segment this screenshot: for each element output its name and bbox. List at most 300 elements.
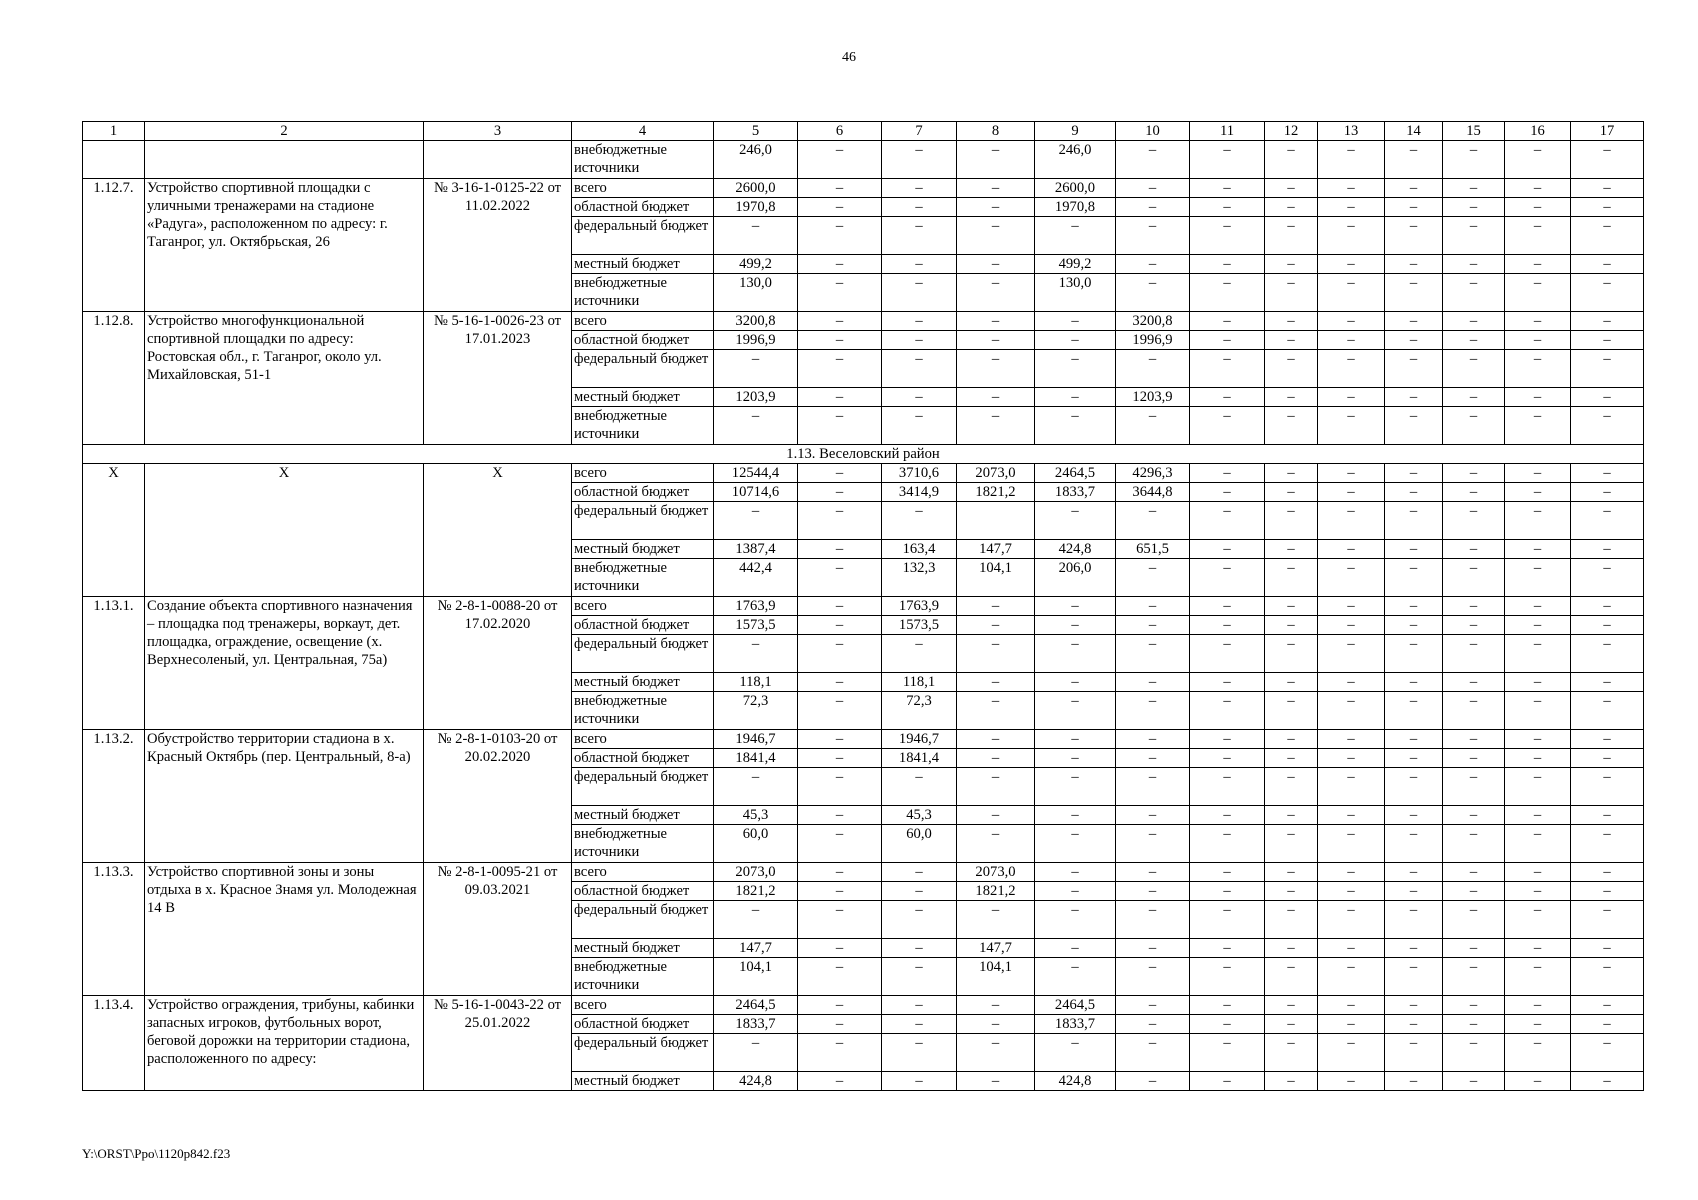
value-cell: – xyxy=(1443,483,1505,502)
funding-source-label: всего xyxy=(572,464,714,483)
funding-source-label: всего xyxy=(572,312,714,331)
value-cell: – xyxy=(957,179,1035,198)
value-cell: – xyxy=(1505,217,1571,255)
value-cell: – xyxy=(1318,255,1385,274)
value-cell: – xyxy=(957,1034,1035,1072)
value-cell: – xyxy=(798,692,882,730)
value-cell: 2600,0 xyxy=(1035,179,1116,198)
value-cell: – xyxy=(1116,407,1190,445)
value-cell: – xyxy=(1385,274,1443,312)
value-cell: – xyxy=(1443,407,1505,445)
value-cell: – xyxy=(1318,559,1385,597)
value-cell: – xyxy=(1443,958,1505,996)
value-cell: – xyxy=(1190,958,1265,996)
value-cell: – xyxy=(1318,274,1385,312)
value-cell: – xyxy=(1116,673,1190,692)
value-cell: – xyxy=(1265,806,1318,825)
value-cell: – xyxy=(1116,806,1190,825)
value-cell: – xyxy=(1505,749,1571,768)
value-cell: – xyxy=(957,901,1035,939)
value-cell: – xyxy=(1190,882,1265,901)
value-cell: – xyxy=(1116,559,1190,597)
value-cell: – xyxy=(1318,198,1385,217)
value-cell: – xyxy=(1385,350,1443,388)
value-cell: – xyxy=(1190,464,1265,483)
value-cell: – xyxy=(957,255,1035,274)
value-cell: – xyxy=(1571,768,1644,806)
value-cell: 12544,4 xyxy=(714,464,798,483)
value-cell: – xyxy=(1385,1034,1443,1072)
value-cell: – xyxy=(1443,730,1505,749)
funding-source-label: внебюджетные источники xyxy=(572,407,714,445)
value-cell: 45,3 xyxy=(714,806,798,825)
value-cell: – xyxy=(1571,388,1644,407)
value-cell: – xyxy=(1265,825,1318,863)
value-cell: – xyxy=(1571,198,1644,217)
value-cell: – xyxy=(1116,179,1190,198)
document-number: № 2-8-1-0103-20 от 20.02.2020 xyxy=(424,730,572,863)
value-cell: – xyxy=(957,1015,1035,1034)
value-cell: – xyxy=(1190,939,1265,958)
value-cell: – xyxy=(1035,635,1116,673)
value-cell: – xyxy=(1505,312,1571,331)
document-number: № 5-16-1-0026-23 от 17.01.2023 xyxy=(424,312,572,445)
value-cell: – xyxy=(798,540,882,559)
value-cell: – xyxy=(798,996,882,1015)
value-cell: – xyxy=(1318,312,1385,331)
value-cell: – xyxy=(1116,939,1190,958)
value-cell: – xyxy=(1318,616,1385,635)
value-cell: – xyxy=(1571,1015,1644,1034)
value-cell: – xyxy=(1571,673,1644,692)
value-cell: – xyxy=(882,768,957,806)
value-cell: – xyxy=(1385,863,1443,882)
value-cell: – xyxy=(1116,768,1190,806)
value-cell: – xyxy=(882,1072,957,1091)
column-header: 4 xyxy=(572,122,714,141)
value-cell: – xyxy=(1190,255,1265,274)
value-cell: – xyxy=(1190,331,1265,350)
value-cell: – xyxy=(1190,806,1265,825)
value-cell: – xyxy=(1505,863,1571,882)
value-cell: – xyxy=(1505,806,1571,825)
value-cell: – xyxy=(1190,768,1265,806)
value-cell: – xyxy=(1385,198,1443,217)
value-cell: – xyxy=(1035,1034,1116,1072)
value-cell: 130,0 xyxy=(714,274,798,312)
value-cell: – xyxy=(1190,502,1265,540)
column-header: 5 xyxy=(714,122,798,141)
value-cell: – xyxy=(798,350,882,388)
value-cell: – xyxy=(798,464,882,483)
value-cell: – xyxy=(1116,635,1190,673)
value-cell: – xyxy=(1190,597,1265,616)
value-cell: – xyxy=(1116,350,1190,388)
value-cell: 1821,2 xyxy=(957,483,1035,502)
value-cell: – xyxy=(957,217,1035,255)
value-cell: – xyxy=(882,958,957,996)
value-cell: – xyxy=(1190,198,1265,217)
value-cell: – xyxy=(1385,540,1443,559)
value-cell: – xyxy=(1116,901,1190,939)
column-header: 9 xyxy=(1035,122,1116,141)
value-cell: – xyxy=(1190,217,1265,255)
value-cell: – xyxy=(1190,863,1265,882)
value-cell: – xyxy=(1265,749,1318,768)
value-cell: – xyxy=(1190,559,1265,597)
value-cell: – xyxy=(1385,559,1443,597)
value-cell: 163,4 xyxy=(882,540,957,559)
value-cell: 1821,2 xyxy=(957,882,1035,901)
funding-source-label: внебюджетные источники xyxy=(572,958,714,996)
value-cell: – xyxy=(1571,540,1644,559)
value-cell: – xyxy=(1116,958,1190,996)
value-cell: – xyxy=(798,749,882,768)
value-cell: – xyxy=(1443,179,1505,198)
value-cell: – xyxy=(1035,882,1116,901)
value-cell: – xyxy=(957,996,1035,1015)
value-cell: – xyxy=(1190,388,1265,407)
value-cell: – xyxy=(1265,692,1318,730)
value-cell: 1946,7 xyxy=(714,730,798,749)
value-cell: – xyxy=(714,502,798,540)
value-cell: – xyxy=(882,255,957,274)
value-cell: – xyxy=(1571,350,1644,388)
value-cell: – xyxy=(1571,217,1644,255)
value-cell: – xyxy=(1505,1015,1571,1034)
value-cell: – xyxy=(1318,407,1385,445)
value-cell: – xyxy=(1443,502,1505,540)
item-number: X xyxy=(83,464,145,597)
value-cell: 2073,0 xyxy=(957,464,1035,483)
value-cell: – xyxy=(1385,996,1443,1015)
value-cell: – xyxy=(1571,1072,1644,1091)
value-cell: 72,3 xyxy=(714,692,798,730)
value-cell: 118,1 xyxy=(882,673,957,692)
table-body xyxy=(83,122,1644,1091)
value-cell: – xyxy=(1035,217,1116,255)
value-cell: – xyxy=(882,1015,957,1034)
value-cell: – xyxy=(957,274,1035,312)
funding-source-label: всего xyxy=(572,179,714,198)
value-cell: – xyxy=(1265,483,1318,502)
value-cell: – xyxy=(1035,331,1116,350)
value-cell: – xyxy=(1116,616,1190,635)
value-cell: – xyxy=(798,388,882,407)
value-cell: – xyxy=(1035,407,1116,445)
value-cell: – xyxy=(1265,502,1318,540)
value-cell: – xyxy=(1318,692,1385,730)
value-cell: – xyxy=(1571,502,1644,540)
value-cell: 442,4 xyxy=(714,559,798,597)
value-cell: – xyxy=(1190,179,1265,198)
value-cell: – xyxy=(798,1034,882,1072)
value-cell: – xyxy=(1443,597,1505,616)
column-header: 15 xyxy=(1443,122,1505,141)
value-cell: – xyxy=(798,635,882,673)
value-cell: – xyxy=(798,901,882,939)
value-cell: – xyxy=(1505,388,1571,407)
funding-source-label: областной бюджет xyxy=(572,483,714,502)
value-cell: 424,8 xyxy=(1035,1072,1116,1091)
value-cell: – xyxy=(882,274,957,312)
item-number: 1.12.7. xyxy=(83,179,145,312)
value-cell: – xyxy=(882,901,957,939)
value-cell: 3710,6 xyxy=(882,464,957,483)
value-cell: – xyxy=(1116,217,1190,255)
value-cell: – xyxy=(1265,312,1318,331)
value-cell: – xyxy=(1385,217,1443,255)
value-cell: – xyxy=(1571,806,1644,825)
value-cell: – xyxy=(1385,882,1443,901)
value-cell: – xyxy=(1190,730,1265,749)
value-cell: – xyxy=(1571,749,1644,768)
value-cell: – xyxy=(1443,863,1505,882)
value-cell: – xyxy=(798,768,882,806)
value-cell: – xyxy=(1035,312,1116,331)
value-cell: – xyxy=(1116,749,1190,768)
value-cell: – xyxy=(1116,692,1190,730)
value-cell: – xyxy=(1571,996,1644,1015)
item-number: 1.13.1. xyxy=(83,597,145,730)
value-cell: – xyxy=(1035,749,1116,768)
value-cell: – xyxy=(1443,996,1505,1015)
value-cell: – xyxy=(1265,464,1318,483)
value-cell: – xyxy=(798,198,882,217)
value-cell: – xyxy=(1571,312,1644,331)
value-cell: – xyxy=(1571,863,1644,882)
funding-source-label: областной бюджет xyxy=(572,749,714,768)
funding-source-label: внебюджетные источники xyxy=(572,141,714,179)
value-cell: – xyxy=(882,407,957,445)
value-cell: – xyxy=(1505,730,1571,749)
value-cell: – xyxy=(1035,806,1116,825)
value-cell: – xyxy=(1505,597,1571,616)
value-cell: – xyxy=(957,673,1035,692)
value-cell: – xyxy=(1385,141,1443,179)
value-cell: – xyxy=(798,255,882,274)
value-cell: – xyxy=(1265,1034,1318,1072)
value-cell: 1763,9 xyxy=(882,597,957,616)
value-cell: – xyxy=(1443,825,1505,863)
value-cell: – xyxy=(714,350,798,388)
value-cell: – xyxy=(1116,198,1190,217)
value-cell: – xyxy=(1318,217,1385,255)
value-cell: – xyxy=(1318,464,1385,483)
value-cell: – xyxy=(1571,274,1644,312)
empty-cell xyxy=(424,141,572,179)
item-name: Создание объекта спортивного назначения – площадка под тренажеры, воркаут, дет. площадка, ограждение, освещение (х. Верхнесоленый, ул. Центральная, 75а) xyxy=(145,597,424,730)
section-title-row xyxy=(83,445,1644,464)
value-cell: 1573,5 xyxy=(714,616,798,635)
value-cell: – xyxy=(1443,274,1505,312)
value-cell: – xyxy=(957,1072,1035,1091)
document-number: X xyxy=(424,464,572,597)
value-cell: – xyxy=(1385,901,1443,939)
funding-source-label: всего xyxy=(572,996,714,1015)
value-cell: 118,1 xyxy=(714,673,798,692)
value-cell: – xyxy=(957,825,1035,863)
value-cell: – xyxy=(1385,1072,1443,1091)
value-cell: – xyxy=(1035,616,1116,635)
value-cell: – xyxy=(1571,825,1644,863)
value-cell: – xyxy=(798,939,882,958)
value-cell: – xyxy=(1318,540,1385,559)
value-cell: – xyxy=(882,350,957,388)
value-cell: – xyxy=(798,882,882,901)
value-cell: – xyxy=(957,141,1035,179)
value-cell: 1821,2 xyxy=(714,882,798,901)
value-cell: – xyxy=(1505,559,1571,597)
value-cell: – xyxy=(1116,597,1190,616)
funding-source-label: местный бюджет xyxy=(572,540,714,559)
item-number: 1.13.4. xyxy=(83,996,145,1091)
value-cell: – xyxy=(1443,635,1505,673)
funding-source-label: внебюджетные источники xyxy=(572,274,714,312)
value-cell: 130,0 xyxy=(1035,274,1116,312)
value-cell: – xyxy=(714,407,798,445)
value-cell: – xyxy=(1318,863,1385,882)
value-cell: – xyxy=(1265,198,1318,217)
value-cell: – xyxy=(1190,274,1265,312)
value-cell: – xyxy=(1443,939,1505,958)
value-cell: – xyxy=(1318,1072,1385,1091)
value-cell: – xyxy=(1190,540,1265,559)
value-cell: 651,5 xyxy=(1116,540,1190,559)
value-cell: – xyxy=(1116,882,1190,901)
value-cell: – xyxy=(1571,483,1644,502)
value-cell: – xyxy=(1116,141,1190,179)
value-cell: – xyxy=(1190,1015,1265,1034)
table-row xyxy=(83,464,1644,483)
value-cell: – xyxy=(1265,255,1318,274)
item-name: X xyxy=(145,464,424,597)
value-cell: 2464,5 xyxy=(714,996,798,1015)
value-cell: – xyxy=(1571,141,1644,179)
column-header: 1 xyxy=(83,122,145,141)
value-cell: 147,7 xyxy=(957,939,1035,958)
value-cell: – xyxy=(1385,255,1443,274)
funding-source-label: внебюджетные источники xyxy=(572,559,714,597)
value-cell: 1763,9 xyxy=(714,597,798,616)
value-cell: – xyxy=(1443,198,1505,217)
value-cell: 2073,0 xyxy=(714,863,798,882)
value-cell: – xyxy=(1443,692,1505,730)
document-number: № 3-16-1-0125-22 от 11.02.2022 xyxy=(424,179,572,312)
value-cell: – xyxy=(1265,141,1318,179)
value-cell: – xyxy=(1443,673,1505,692)
value-cell: – xyxy=(1035,350,1116,388)
value-cell: 1203,9 xyxy=(714,388,798,407)
value-cell: – xyxy=(1190,635,1265,673)
value-cell: – xyxy=(1265,673,1318,692)
value-cell: – xyxy=(957,331,1035,350)
funding-source-label: федеральный бюджет xyxy=(572,350,714,388)
value-cell: 1841,4 xyxy=(882,749,957,768)
table-row xyxy=(83,730,1644,749)
funding-source-label: областной бюджет xyxy=(572,331,714,350)
value-cell: – xyxy=(957,730,1035,749)
funding-source-label: местный бюджет xyxy=(572,388,714,407)
value-cell: – xyxy=(1505,939,1571,958)
value-cell: – xyxy=(1035,901,1116,939)
funding-source-label: федеральный бюджет xyxy=(572,217,714,255)
value-cell: – xyxy=(1318,673,1385,692)
value-cell: – xyxy=(1505,274,1571,312)
value-cell: – xyxy=(1318,806,1385,825)
value-cell: – xyxy=(1571,407,1644,445)
value-cell: 246,0 xyxy=(714,141,798,179)
funding-source-label: областной бюджет xyxy=(572,882,714,901)
value-cell: – xyxy=(1571,730,1644,749)
value-cell: – xyxy=(1443,141,1505,179)
funding-source-label: федеральный бюджет xyxy=(572,768,714,806)
value-cell: – xyxy=(1505,1034,1571,1072)
value-cell: – xyxy=(1385,692,1443,730)
value-cell: 72,3 xyxy=(882,692,957,730)
value-cell: – xyxy=(1035,388,1116,407)
value-cell: – xyxy=(1443,1072,1505,1091)
funding-source-label: внебюджетные источники xyxy=(572,692,714,730)
value-cell: 424,8 xyxy=(714,1072,798,1091)
value-cell: – xyxy=(1385,673,1443,692)
value-cell: – xyxy=(1265,274,1318,312)
value-cell: 1833,7 xyxy=(714,1015,798,1034)
value-cell: 2464,5 xyxy=(1035,996,1116,1015)
value-cell: – xyxy=(1443,540,1505,559)
value-cell: – xyxy=(1035,597,1116,616)
value-cell: – xyxy=(1385,635,1443,673)
value-cell: – xyxy=(1385,312,1443,331)
funding-source-label: местный бюджет xyxy=(572,939,714,958)
value-cell: – xyxy=(1116,1015,1190,1034)
value-cell: – xyxy=(1190,1034,1265,1072)
funding-source-label: всего xyxy=(572,863,714,882)
value-cell: – xyxy=(1318,179,1385,198)
value-cell: – xyxy=(798,806,882,825)
value-cell: – xyxy=(714,1034,798,1072)
funding-source-label: федеральный бюджет xyxy=(572,901,714,939)
item-number: 1.13.3. xyxy=(83,863,145,996)
value-cell: – xyxy=(1190,350,1265,388)
item-name: Устройство многофункциональной спортивной площадки по адресу: Ростовская обл., г. Таганрог, около ул. Михайловская, 51-1 xyxy=(145,312,424,445)
section-title: 1.13. Веселовский район xyxy=(83,445,1644,464)
value-cell: 2464,5 xyxy=(1035,464,1116,483)
value-cell: – xyxy=(957,806,1035,825)
value-cell: – xyxy=(882,863,957,882)
value-cell: – xyxy=(1385,730,1443,749)
value-cell: – xyxy=(1571,331,1644,350)
value-cell: – xyxy=(1385,825,1443,863)
value-cell: – xyxy=(798,730,882,749)
value-cell: – xyxy=(1035,958,1116,996)
page-number: 46 xyxy=(842,50,856,65)
value-cell: – xyxy=(1265,616,1318,635)
value-cell: – xyxy=(1571,597,1644,616)
value-cell: – xyxy=(1505,255,1571,274)
value-cell: – xyxy=(957,198,1035,217)
value-cell: – xyxy=(957,350,1035,388)
value-cell: – xyxy=(957,749,1035,768)
value-cell: – xyxy=(798,502,882,540)
value-cell: – xyxy=(1265,1072,1318,1091)
value-cell: – xyxy=(882,141,957,179)
funding-source-label: федеральный бюджет xyxy=(572,1034,714,1072)
value-cell: – xyxy=(1505,635,1571,673)
value-cell: 1970,8 xyxy=(1035,198,1116,217)
value-cell: – xyxy=(1505,141,1571,179)
value-cell: – xyxy=(1385,939,1443,958)
